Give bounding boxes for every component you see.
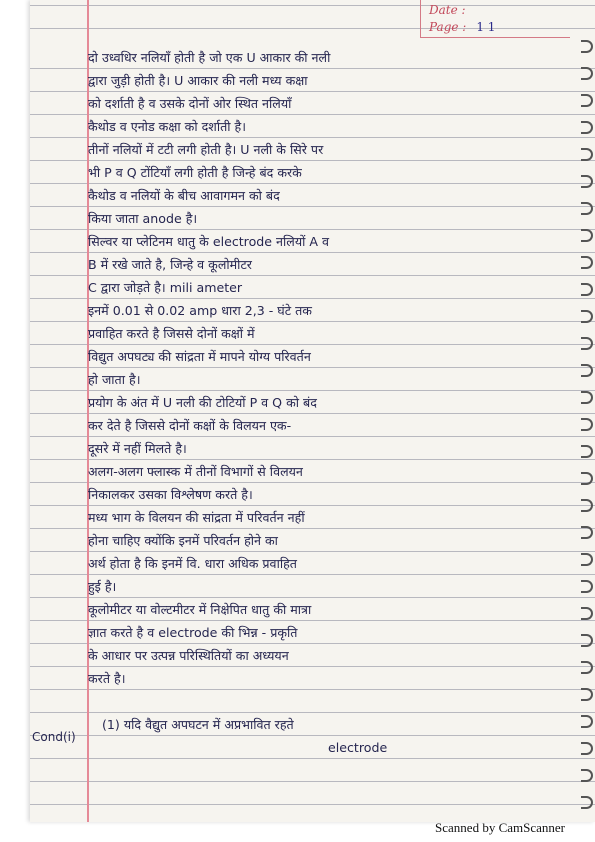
condition-marker: Cond(i) [32,730,76,744]
text-line: B में रखे जाते है, जिन्हे व कूलोमीटर [88,257,252,272]
text-line: कूलोमीटर या वोल्टमीटर में निक्षेपित धातु की मात्रा [88,602,312,617]
text-line: करते है। [88,671,126,686]
text-line: ज्ञात करते है व electrode की भिन्न - प्रकृति [88,625,298,640]
text-line: द्वारा जुड़ी होती है। U आकार की नली मध्य कक्षा [88,73,308,88]
page-label: Page : [429,20,467,34]
text-line: प्रवाहित करते है जिससे दोनों कक्षों में [88,326,255,341]
condition-tail-line [88,736,561,759]
text-line: कैथोड व एनोड कक्षा को दर्शाती है। [88,119,247,134]
text-line: दो उध्वधिर नलियाँ होती है जो एक U आकार की नली [88,50,331,65]
text-line: को दर्शाती है व उसके दोनों ओर स्थित नलियाँ [88,96,292,111]
text-line: C द्वारा जोड़ते है। mili ameter [88,280,243,295]
notebook-page [30,0,595,822]
page-value: 1 1 [476,20,496,34]
scanner-watermark: Scanned by CamScanner [435,820,565,835]
text-line: अर्थ होता है कि इनमें वि. धारा अधिक प्रवाहित [88,556,297,571]
text-line: कैथोड व नलियों के बीच आवागमन को बंद [88,188,280,203]
text-line: हुई है। [88,579,117,594]
handwritten-text [88,46,561,759]
text-line: सिल्वर या प्लेटिनम धातु के electrode नलियों A व [88,234,330,249]
page-header-box [420,0,570,38]
page-row [429,19,562,36]
text-line: भी P व Q टोंटियाँ लगी होती है जिन्हे बंद करके [88,165,302,180]
text-line: इनमें 0.01 से 0.02 amp धारा 2,3 - घंटे तक [88,303,312,318]
text-line: होना चाहिए क्योंकि इनमें परिवर्तन होने का [88,533,278,548]
condition-number: (1) [102,717,120,732]
text-line: निकालकर उसका विश्लेषण करते है। [88,487,253,502]
condition-text: यदि वैद्युत अपघटन में अप्रभावित रहते [123,717,294,732]
text-line: मध्य भाग के विलयन की सांद्रता में परिवर्तन नहीं [88,510,305,525]
text-line: हो जाता है। [88,372,141,387]
text-line: अलग-अलग फ्लास्क में तीनों विभागों से विलयन [88,464,303,479]
date-label: Date : [429,3,466,17]
text-line: प्रयोग के अंत में U नली की टोटियों P व Q को बंद [88,395,317,410]
text-line: तीनों नलियों में टटी लगी होती है। U नली के सिरे पर [88,142,324,157]
text-line: कर देते है जिससे दोनों कक्षों के विलयन एक- [88,418,292,433]
spacer-line [88,690,561,713]
text-line: किया जाता anode है। [88,211,198,226]
condition-tail: electrode [328,740,388,755]
date-row [429,2,562,19]
text-line: के आधार पर उत्पन्न परिस्थितियों का अध्ययन [88,648,289,663]
condition-line [88,713,561,736]
text-line: दूसरे में नहीं मिलते है। [88,441,187,456]
text-line: विद्युत अपघट्य की सांद्रता में मापने योग्य परिवर्तन [88,349,311,364]
spiral-binding [581,40,593,822]
